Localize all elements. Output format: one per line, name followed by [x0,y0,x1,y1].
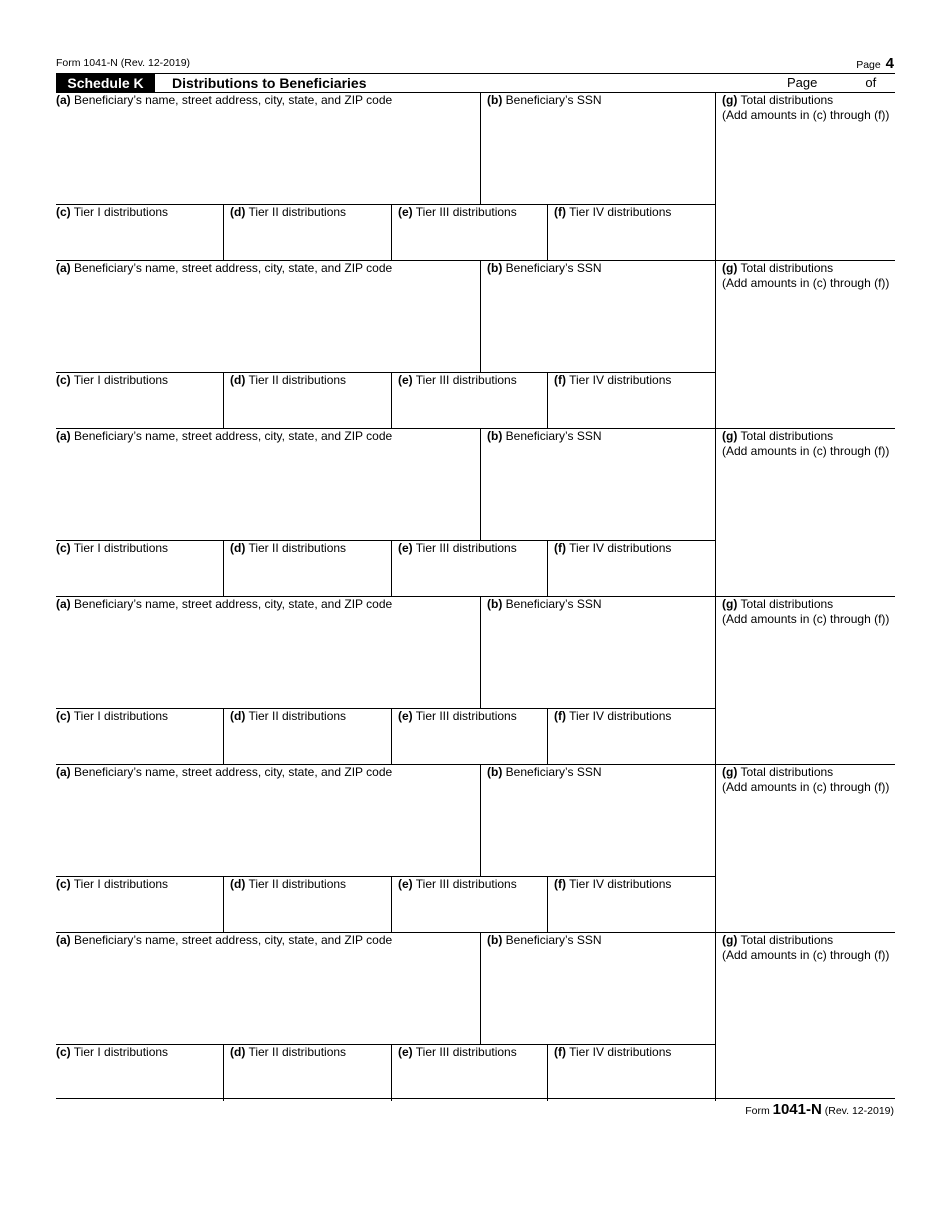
beneficiary-name-field[interactable] [56,429,392,444]
total-distributions-field[interactable] [722,765,889,795]
of-label: of [865,75,877,90]
divider-c-d [223,204,224,261]
tier-1-field[interactable] [56,877,168,892]
field-label: Beneficiary’s SSN [505,261,602,275]
field-label: Tier IV distributions [569,877,672,891]
field-label: Beneficiary’s name, street address, city, state, and ZIP code [74,429,393,443]
field-letter: (a) [56,93,71,107]
field-label: Beneficiary’s SSN [505,933,602,947]
field-letter: (d) [230,373,246,387]
field-letter: (a) [56,933,71,947]
beneficiary-block [56,764,895,932]
field-letter: (d) [230,205,246,219]
field-letter: (c) [56,373,71,387]
tier-3-field[interactable] [398,205,517,220]
field-label: Tier III distributions [415,877,517,891]
total-distributions-field[interactable] [722,597,889,627]
divider-c-d [223,540,224,597]
field-letter: (g) [722,933,738,947]
tier-2-field[interactable] [230,1045,346,1060]
divider-a-b [480,597,481,709]
form-reference: Form 1041-N (Rev. 12-2019) [56,57,191,69]
field-note: (Add amounts in (c) through (f)) [722,108,890,122]
divider-e-f [547,204,548,261]
divider-a-b [480,261,481,373]
field-note: (Add amounts in (c) through (f)) [722,276,890,290]
field-letter: (e) [398,205,413,219]
footer-form-number: 1041-N [772,1101,822,1118]
field-label: Tier IV distributions [569,373,672,387]
field-label: Tier I distributions [73,877,169,891]
divider-e-f [547,540,548,597]
divider-d-e [391,372,392,429]
field-letter: (g) [722,429,738,443]
field-letter: (a) [56,429,71,443]
divider-a-b [480,765,481,877]
beneficiary-ssn-field[interactable] [487,765,602,780]
schedule-label: Schedule K [56,74,155,92]
field-label: Tier I distributions [73,541,169,555]
tier-1-field[interactable] [56,373,168,388]
field-letter: (c) [56,205,71,219]
field-label: Tier IV distributions [569,541,672,555]
field-letter: (g) [722,261,738,275]
field-letter: (b) [487,93,503,107]
tier-4-field[interactable] [554,709,671,724]
field-letter: (a) [56,765,71,779]
footer-revision: (Rev. 12-2019) [824,1105,894,1117]
page-of-label: Page [787,75,818,90]
field-letter: (e) [398,373,413,387]
field-letter: (f) [554,877,566,891]
divider-d-e [391,204,392,261]
beneficiary-name-field[interactable] [56,597,392,612]
field-label: Tier IV distributions [569,1045,672,1059]
page-number [856,55,894,72]
tier-4-field[interactable] [554,205,671,220]
field-label: Tier III distributions [415,1045,517,1059]
schedule-title: Distributions to Beneficiaries [172,75,367,91]
schedule-header [56,74,895,92]
divider-d-e [391,540,392,597]
field-label: Tier II distributions [248,1045,347,1059]
field-label: Beneficiary’s SSN [505,597,602,611]
total-distributions-field[interactable] [722,429,889,459]
field-label: Total distributions [740,765,834,779]
divider-d-e [391,876,392,933]
total-distributions-field[interactable] [722,933,889,963]
field-letter: (c) [56,877,71,891]
field-label: Beneficiary’s SSN [505,765,602,779]
field-label: Tier II distributions [248,373,347,387]
field-letter: (a) [56,261,71,275]
divider-e-f [547,1044,548,1101]
field-label: Tier I distributions [73,1045,169,1059]
field-letter: (g) [722,597,738,611]
page-of-field[interactable] [787,74,876,92]
field-letter: (e) [398,1045,413,1059]
tier-4-field[interactable] [554,1045,671,1060]
field-label: Beneficiary’s SSN [505,93,602,107]
field-note: (Add amounts in (c) through (f)) [722,612,890,626]
field-label: Beneficiary’s name, street address, city, state, and ZIP code [74,933,393,947]
field-letter: (e) [398,877,413,891]
divider-d-e [391,708,392,765]
tier-4-field[interactable] [554,541,671,556]
field-label: Total distributions [740,597,834,611]
beneficiary-ssn-field[interactable] [487,429,602,444]
field-label: Total distributions [740,93,834,107]
tier-3-field[interactable] [398,709,517,724]
divider-total [715,765,716,933]
divider-d-e [391,1044,392,1101]
field-letter: (e) [398,709,413,723]
divider-c-d [223,708,224,765]
beneficiary-name-field[interactable] [56,261,392,276]
divider-total [715,93,716,261]
field-letter: (b) [487,765,503,779]
field-letter: (f) [554,205,566,219]
field-letter: (g) [722,765,738,779]
field-label: Tier I distributions [73,709,169,723]
field-label: Tier IV distributions [569,205,672,219]
divider-c-d [223,876,224,933]
divider-c-d [223,372,224,429]
tier-2-field[interactable] [230,709,346,724]
field-note: (Add amounts in (c) through (f)) [722,780,890,794]
beneficiary-name-field[interactable] [56,933,392,948]
field-letter: (d) [230,877,246,891]
field-letter: (f) [554,373,566,387]
field-label: Tier II distributions [248,877,347,891]
tier-3-field[interactable] [398,877,517,892]
beneficiary-name-field[interactable] [56,93,392,108]
beneficiary-block [56,428,895,596]
field-note: (Add amounts in (c) through (f)) [722,948,890,962]
field-letter: (c) [56,709,71,723]
field-label: Total distributions [740,261,834,275]
beneficiary-block [56,92,895,260]
field-letter: (g) [722,93,738,107]
field-letter: (b) [487,261,503,275]
tier-3-field[interactable] [398,1045,517,1060]
divider-c-d [223,1044,224,1101]
tier-2-field[interactable] [230,877,346,892]
total-distributions-field[interactable] [722,93,889,123]
tier-4-field[interactable] [554,373,671,388]
field-letter: (e) [398,541,413,555]
beneficiary-ssn-field[interactable] [487,93,602,108]
page-number-value: 4 [885,55,894,72]
beneficiary-block [56,932,895,1100]
divider-e-f [547,372,548,429]
field-letter: (d) [230,709,246,723]
field-letter: (f) [554,709,566,723]
divider-total [715,597,716,765]
field-letter: (c) [56,541,71,555]
field-label: Tier II distributions [248,709,347,723]
divider-a-b [480,429,481,541]
divider-e-f [547,708,548,765]
field-letter: (d) [230,1045,246,1059]
field-label: Tier I distributions [73,205,169,219]
divider-a-b [480,933,481,1045]
field-label: Tier III distributions [415,709,517,723]
field-note: (Add amounts in (c) through (f)) [722,444,890,458]
divider-total [715,933,716,1101]
tier-2-field[interactable] [230,373,346,388]
field-letter: (b) [487,933,503,947]
bottom-rule [56,1098,895,1099]
page-label: Page [856,59,881,71]
field-label: Tier III distributions [415,373,517,387]
tier-2-field[interactable] [230,541,346,556]
beneficiary-ssn-field[interactable] [487,597,602,612]
tier-4-field[interactable] [554,877,671,892]
field-label: Beneficiary’s name, street address, city, state, and ZIP code [74,261,393,275]
divider-e-f [547,876,548,933]
field-letter: (c) [56,1045,71,1059]
divider-total [715,261,716,429]
field-letter: (f) [554,1045,566,1059]
beneficiary-block [56,596,895,764]
tier-3-field[interactable] [398,541,517,556]
beneficiary-block [56,260,895,428]
field-label: Beneficiary’s name, street address, city, state, and ZIP code [74,597,393,611]
field-label: Tier III distributions [415,205,517,219]
tier-2-field[interactable] [230,205,346,220]
field-label: Tier IV distributions [569,709,672,723]
beneficiary-ssn-field[interactable] [487,261,602,276]
field-letter: (b) [487,429,503,443]
field-letter: (b) [487,597,503,611]
field-label: Tier II distributions [248,205,347,219]
field-label: Tier I distributions [73,373,169,387]
beneficiary-name-field[interactable] [56,765,392,780]
tier-1-field[interactable] [56,709,168,724]
field-letter: (f) [554,541,566,555]
field-label: Total distributions [740,429,834,443]
field-letter: (a) [56,597,71,611]
field-label: Beneficiary’s name, street address, city, state, and ZIP code [74,93,393,107]
divider-total [715,429,716,597]
tier-1-field[interactable] [56,205,168,220]
field-label: Beneficiary’s SSN [505,429,602,443]
tier-1-field[interactable] [56,1045,168,1060]
field-letter: (d) [230,541,246,555]
field-label: Beneficiary’s name, street address, city, state, and ZIP code [74,765,393,779]
tier-1-field[interactable] [56,541,168,556]
total-distributions-field[interactable] [722,261,889,291]
field-label: Total distributions [740,933,834,947]
footer-prefix: Form [745,1105,770,1117]
field-label: Tier III distributions [415,541,517,555]
tier-3-field[interactable] [398,373,517,388]
beneficiary-ssn-field[interactable] [487,933,602,948]
form-footer [745,1101,894,1118]
field-label: Tier II distributions [248,541,347,555]
divider-a-b [480,93,481,205]
